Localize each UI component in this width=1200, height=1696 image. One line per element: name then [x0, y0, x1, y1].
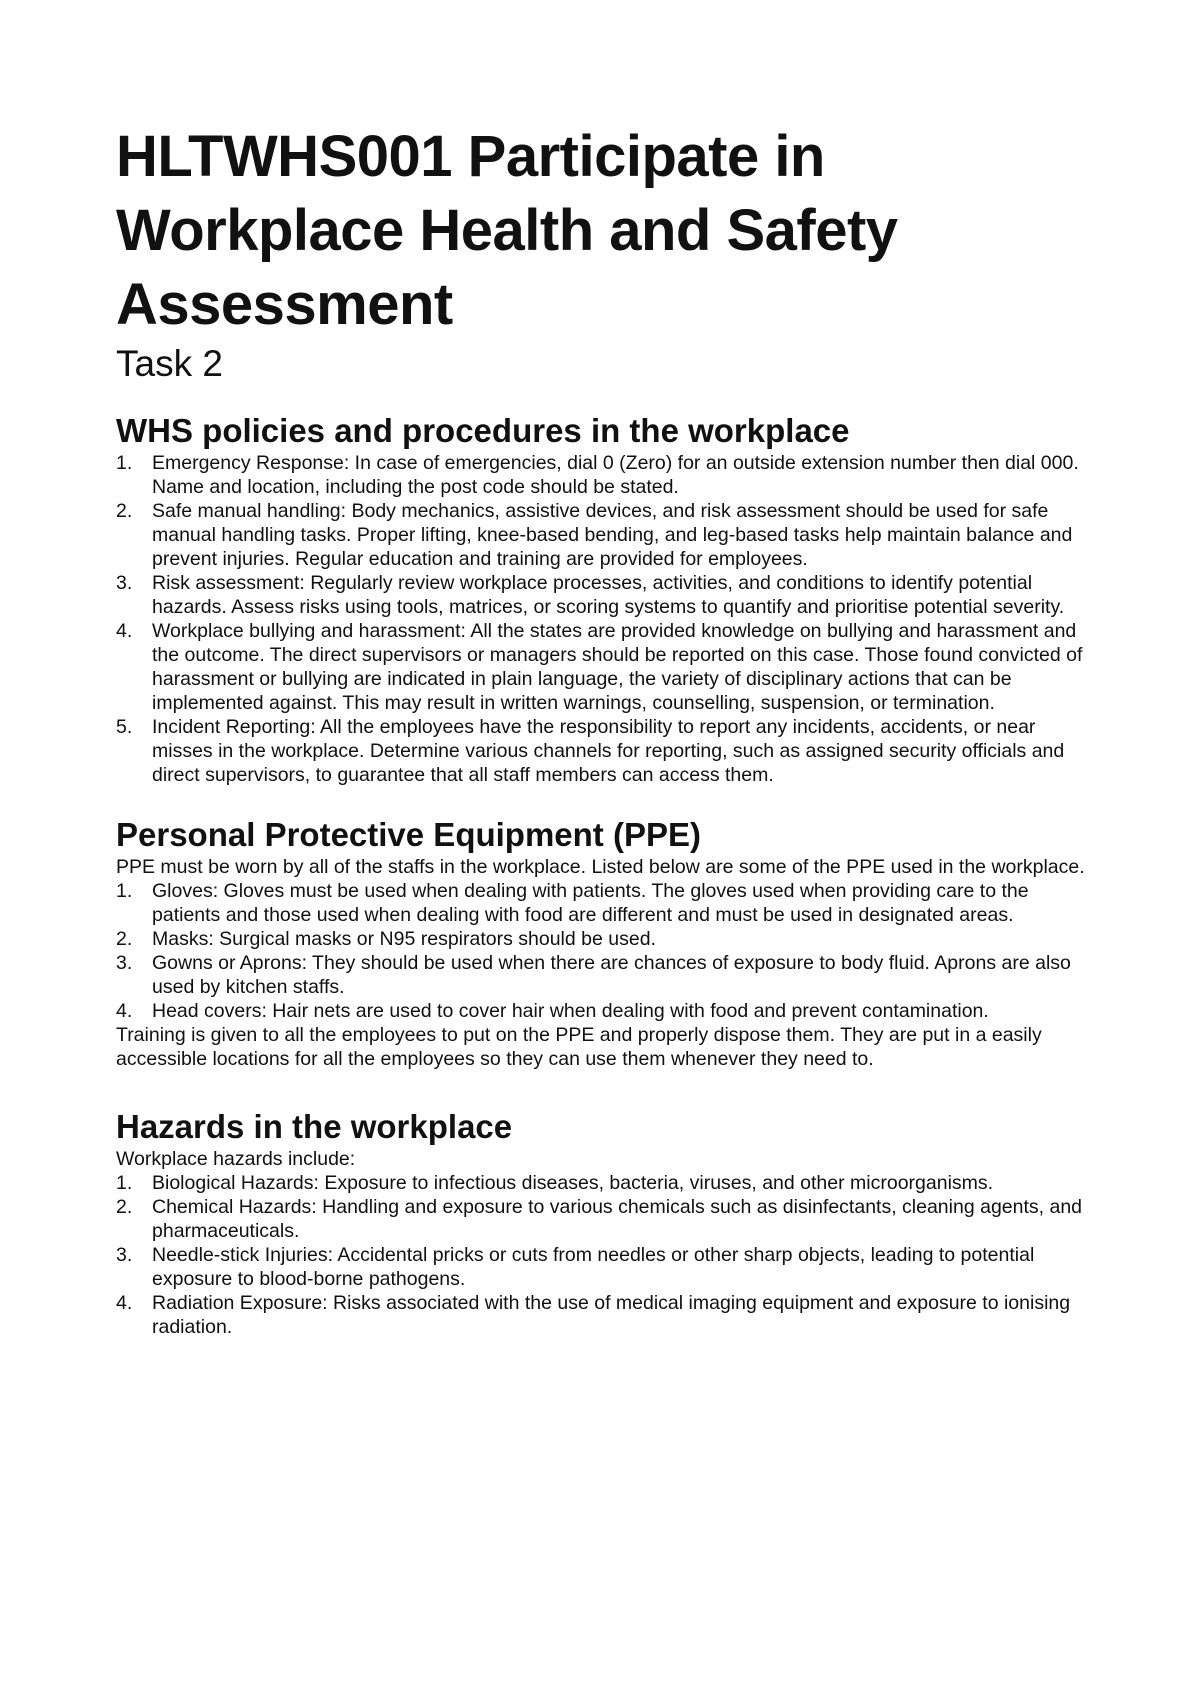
- list-number: 4.: [116, 620, 133, 642]
- list-item: [116, 1195, 1096, 1243]
- list-text: Biological Hazards: Exposure to infectious diseases, bacteria, viruses, and other microorganisms.: [152, 1172, 994, 1194]
- section-ppe: [116, 815, 1096, 1071]
- document-page: [116, 120, 1096, 1339]
- list-number: 2.: [116, 928, 133, 950]
- list-text: Gowns or Aprons: They should be used when there are chances of exposure to body fluid. Aprons are also used by kitchen staffs.: [152, 952, 1071, 998]
- list-text: Risk assessment: Regularly review workplace processes, activities, and conditions to identify potential hazards. Assess risks using tools, matrices, or scoring systems to quantify and prioritise potential severity.: [152, 572, 1065, 618]
- list-text: Head covers: Hair nets are used to cover hair when dealing with food and prevent contamination.: [152, 1000, 989, 1022]
- list-item: [116, 715, 1096, 787]
- list-item: [116, 451, 1096, 499]
- list-number: 3.: [116, 952, 133, 974]
- list-number: 3.: [116, 1244, 133, 1266]
- list-number: 2.: [116, 500, 133, 522]
- list-text: Chemical Hazards: Handling and exposure to various chemicals such as disinfectants, cleaning agents, and pharmaceuticals.: [152, 1196, 1083, 1242]
- list-text: Gloves: Gloves must be used when dealing with patients. The gloves used when providing care to the patients and those used when dealing with food are different and must be used in designated areas.: [152, 880, 1029, 926]
- section-whs-policies: [116, 411, 1096, 787]
- section-heading: Personal Protective Equipment (PPE): [116, 816, 701, 853]
- list-number: 1.: [116, 880, 133, 902]
- list-item: [116, 927, 1096, 951]
- task-label: Task 2: [116, 343, 223, 384]
- list-text: Workplace bullying and harassment: All the states are provided knowledge on bullying and harassment and the outcome. The direct supervisors or managers should be reported on this case. Those found convicted of harassment or bullying are indicated in plain language, the variety of disciplinary actions that can be implemented against. This may result in written warnings, counselling, suspension, or termination.: [152, 620, 1083, 714]
- section-intro: Workplace hazards include:: [116, 1148, 356, 1170]
- list-item: [116, 499, 1096, 571]
- list-number: 1.: [116, 1172, 133, 1194]
- section-heading: Hazards in the workplace: [116, 1108, 513, 1145]
- list-text: Incident Reporting: All the employees have the responsibility to report any incidents, accidents, or near misses in the workplace. Determine various channels for reporting, such as assigned security officials and direct supervisors, to guarantee that all staff members can access them.: [152, 716, 1065, 786]
- list-number: 2.: [116, 1196, 133, 1218]
- list-number: 1.: [116, 452, 133, 474]
- document-title: HLTWHS001 Participate in Workplace Health and Safety Assessment: [116, 124, 898, 337]
- list-text: Masks: Surgical masks or N95 respirators should be used.: [152, 928, 656, 950]
- section-intro: PPE must be worn by all of the staffs in the workplace. Listed below are some of the PPE used in the workplace.: [116, 856, 1085, 878]
- section-heading: WHS policies and procedures in the workplace: [116, 412, 850, 449]
- list-item: [116, 951, 1096, 999]
- list-text: Emergency Response: In case of emergencies, dial 0 (Zero) for an outside extension number then dial 000. Name and location, including the post code should be stated.: [152, 452, 1079, 498]
- list-number: 3.: [116, 572, 133, 594]
- list-item: [116, 999, 1096, 1023]
- list-item: [116, 1171, 1096, 1195]
- numbered-list: [116, 1171, 1096, 1339]
- list-text: Needle-stick Injuries: Accidental pricks or cuts from needles or other sharp objects, leading to potential exposure to blood-borne pathogens.: [152, 1244, 1035, 1290]
- list-number: 4.: [116, 1292, 133, 1314]
- section-hazards: [116, 1107, 1096, 1339]
- list-number: 4.: [116, 1000, 133, 1022]
- section-outro: Training is given to all the employees to put on the PPE and properly dispose them. They are put in a easily accessible locations for all the employees so they can use them whenever they need to.: [116, 1024, 1042, 1070]
- list-number: 5.: [116, 716, 133, 738]
- list-text: Radiation Exposure: Risks associated with the use of medical imaging equipment and exposure to ionising radiation.: [152, 1292, 1071, 1338]
- list-item: [116, 1291, 1096, 1339]
- numbered-list: [116, 451, 1096, 787]
- numbered-list: [116, 879, 1096, 1023]
- list-item: [116, 571, 1096, 619]
- list-item: [116, 879, 1096, 927]
- list-item: [116, 1243, 1096, 1291]
- list-text: Safe manual handling: Body mechanics, assistive devices, and risk assessment should be used for safe manual handling tasks. Proper lifting, knee-based bending, and leg-based tasks help maintain balance and prevent injuries. Regular education and training are provided for employees.: [152, 500, 1073, 570]
- list-item: [116, 619, 1096, 715]
